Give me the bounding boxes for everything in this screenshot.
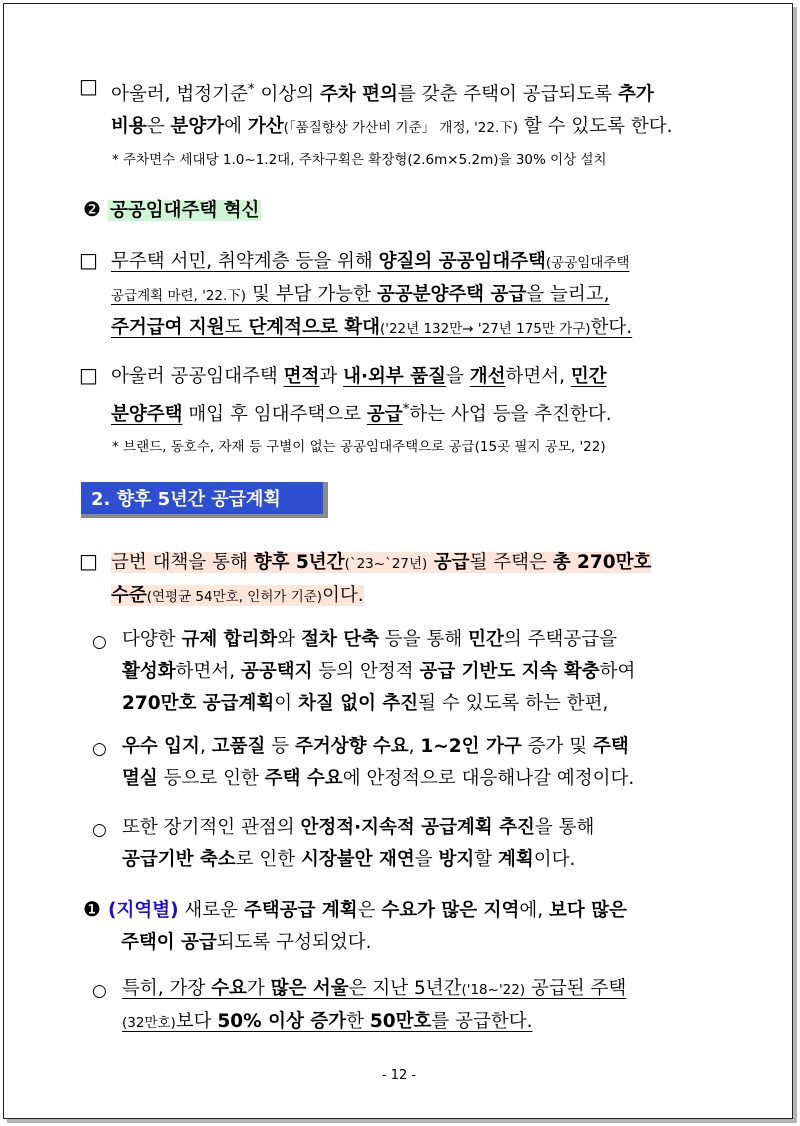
paragraph-line: 270만호 공급계획이 차질 없이 추진될 수 있도록 하는 한편, (122, 693, 609, 714)
paragraph-line: (32만호)보다 50% 이상 증가한 50만호를 공급한다. (122, 1011, 533, 1032)
page-number: - 12 - (381, 1068, 417, 1083)
paragraph-line: 우수 입지, 고품질 등 주거상향 수요, 1~2인 가구 증가 및 주택 (122, 736, 629, 757)
paragraph-long-term (122, 812, 594, 876)
paragraph-line: 멸실 등으로 인한 주택 수요에 안정적으로 대응해나갈 예정이다. (122, 768, 635, 789)
paragraph-line: 다양한 규제 합리화와 절차 단축 등을 통해 민간의 주택공급을 (122, 629, 617, 650)
paragraph-line: 주거급여 지원도 단계적으로 확대('22년 132만→ '27년 175만 가구)한다. (111, 317, 633, 338)
paragraph-private-supply (122, 624, 635, 720)
number-bullet-2: ❷ (83, 197, 101, 221)
paragraph-public-rental (111, 246, 632, 345)
paragraph-line: 공급기반 축소로 인한 시장불안 재연을 방지할 계획이다. (122, 849, 576, 870)
paragraph-line: 또한 장기적인 관점의 안정적·지속적 공급계획 추진을 통해 (122, 817, 595, 838)
paragraph-line: 아울러, 법정기준* 이상의 주차 편의를 갖춘 주택이 공급되도록 추가 (111, 81, 654, 106)
paragraph-regional (108, 895, 627, 959)
circle-bullet: ○ (92, 820, 107, 840)
paragraph-line: 아울러 공공임대주택 면적과 내·외부 품질을 개선하면서, 민간 (111, 366, 607, 387)
paragraph-quality (111, 361, 612, 431)
paragraph-line: 공급계획 마련, '22.下) 및 부담 가능한 공공분양주택 공급을 늘리고, (111, 284, 610, 305)
circle-bullet: ○ (92, 739, 107, 759)
square-bullet: □ (79, 363, 98, 387)
paragraph-demand (122, 731, 634, 795)
section-title: 공공임대주택 혁신 (110, 200, 260, 221)
paragraph-line: (지역별) 새로운 주택공급 계획은 수요가 많은 지역에, 보다 많은 (108, 900, 627, 921)
paragraph-line: 수준(연평균 54만호, 인허가 기준)이다. (111, 585, 364, 606)
circle-bullet: ○ (92, 632, 107, 652)
paragraph-line: 비용은 분양가에 가산(「품질향상 가산비 기준」 개정, '22.下) 할 수 있도록 한다. (111, 116, 673, 138)
paragraph-line: 주택이 공급되도록 구성되었다. (121, 932, 372, 953)
paragraph-supply-total (111, 547, 651, 613)
footnote-brand: * 브랜드, 동호수, 자재 등 구별이 없는 공공임대주택으로 공급(15곳 필지 공모, '22) (112, 439, 606, 455)
paragraph-parking (111, 73, 673, 144)
square-bullet: □ (79, 549, 98, 573)
paragraph-line: 분양주택 매입 후 임대주택으로 공급*하는 사업 등을 추진한다. (111, 401, 612, 426)
square-bullet: □ (79, 248, 98, 272)
paragraph-line: 활성화하면서, 공공택지 등의 안정적 공급 기반도 지속 확충하여 (122, 661, 636, 682)
number-bullet-1: ❶ (83, 897, 101, 921)
footnote-parking: * 주차면수 세대당 1.0~1.2대, 주차구획은 확장형(2.6m×5.2m)을 30% 이상 설치 (112, 152, 607, 168)
paragraph-line: 무주택 서민, 취약계층 등을 위해 양질의 공공임대주택(공공임대주택 (111, 251, 630, 272)
paragraph-line: 금번 대책을 통해 향후 5년간(`23~`27년) 공급될 주택은 총 270만호 (111, 552, 652, 573)
paragraph-line: 특히, 가장 수요가 많은 서울은 지난 5년간('18~'22) 공급된 주택 (122, 978, 627, 999)
square-bullet: □ (79, 74, 98, 98)
circle-bullet: ○ (92, 981, 107, 1001)
document-page (3, 3, 793, 1119)
paragraph-seoul (122, 973, 626, 1039)
section-heading: 2. 향후 5년간 공급계획 (81, 482, 328, 518)
